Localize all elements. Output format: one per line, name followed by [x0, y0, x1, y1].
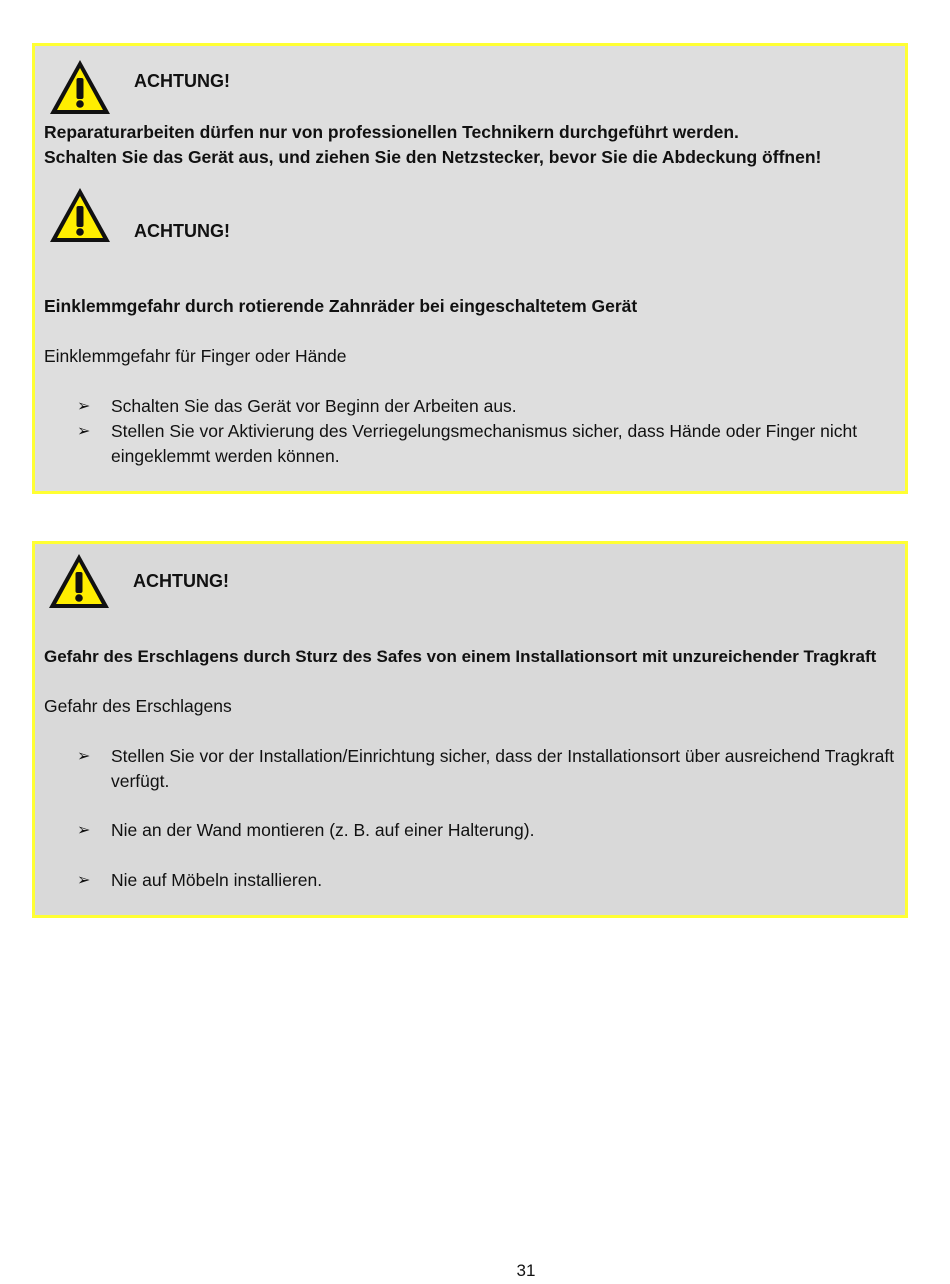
bullet-arrow-icon: ➢: [77, 872, 91, 889]
bullet-arrow-icon: ➢: [77, 398, 91, 415]
page-number: 31: [516, 1261, 536, 1280]
list-item: Stellen Sie vor Aktivierung des Verriegelungsmechanismus sicher, dass Hände oder Finger nicht eingeklemmt werden können.: [111, 421, 858, 466]
warning-title: ACHTUNG!: [133, 571, 229, 591]
warning-triangle-icon: [48, 58, 112, 116]
warning-title: ACHTUNG!: [134, 221, 230, 241]
pinch-hazard-subtext: Einklemmgefahr für Finger oder Hände: [44, 346, 347, 366]
list-item: Nie auf Möbeln installieren.: [111, 870, 323, 890]
falling-hazard-subtext: Gefahr des Erschlagens: [44, 696, 232, 716]
pinch-hazard-heading: Einklemmgefahr durch rotierende Zahnräder bei eingeschaltetem Gerät: [44, 296, 638, 316]
warning-triangle-icon: [48, 186, 112, 244]
warning-title: ACHTUNG!: [134, 71, 230, 91]
bullet-arrow-icon: ➢: [77, 822, 91, 839]
list-item: Nie an der Wand montieren (z. B. auf einer Halterung).: [111, 820, 535, 840]
warning-box-repair: [32, 43, 908, 494]
repair-notice-line-2: Schalten Sie das Gerät aus, und ziehen Sie den Netzstecker, bevor Sie die Abdeckung öffnen!: [44, 147, 822, 167]
warning-box-falling-safe: [32, 541, 908, 918]
warning-triangle-icon: [47, 552, 111, 610]
bullet-arrow-icon: ➢: [77, 748, 91, 765]
falling-hazard-heading: Gefahr des Erschlagens durch Sturz des Safes von einem Installationsort mit unzureichender Tragkraft: [44, 647, 877, 666]
bullet-arrow-icon: ➢: [77, 423, 91, 440]
list-item: Stellen Sie vor der Installation/Einrichtung sicher, dass der Installationsort über ausreichend Tragkraft verfügt.: [111, 746, 895, 791]
list-item: Schalten Sie das Gerät vor Beginn der Arbeiten aus.: [111, 396, 517, 416]
repair-notice-line-1: Reparaturarbeiten dürfen nur von professionellen Technikern durchgeführt werden.: [44, 122, 739, 142]
